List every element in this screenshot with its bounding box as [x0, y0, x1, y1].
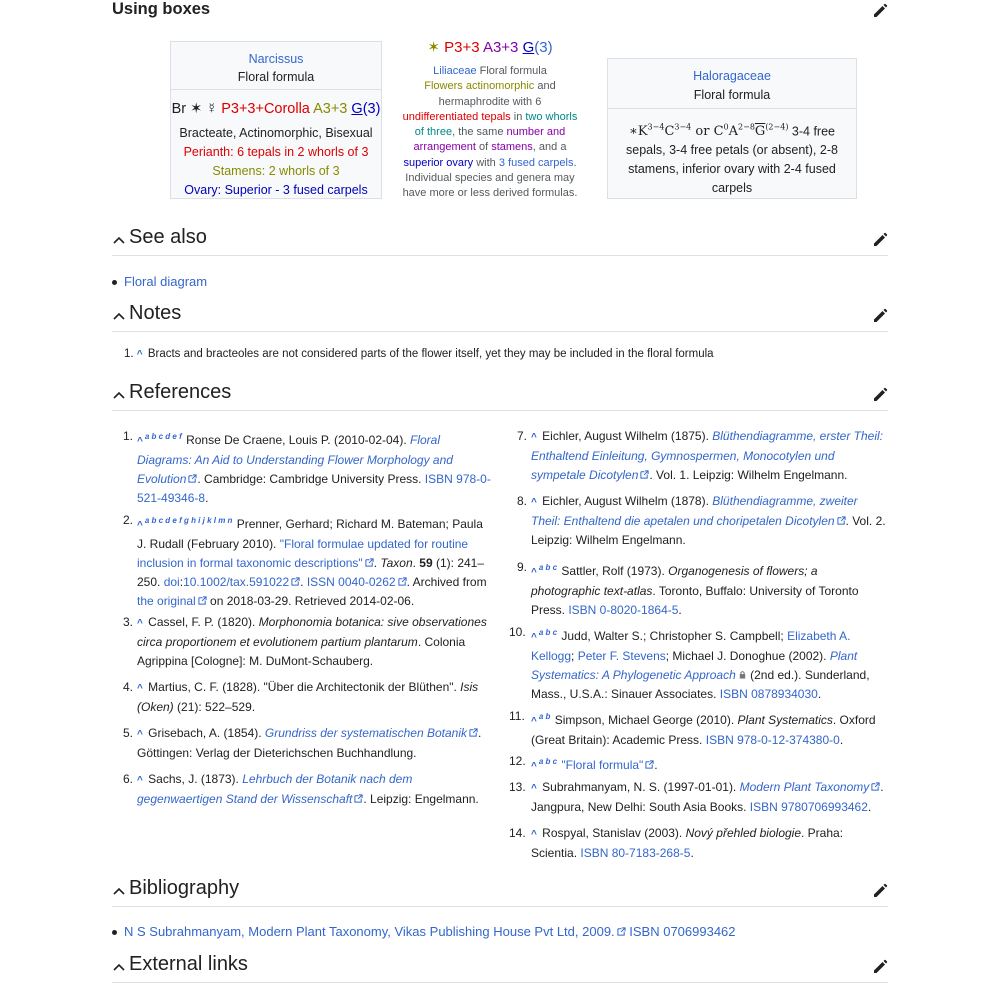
external-link-icon — [837, 516, 846, 525]
ref-text: . Praha: Scientia. — [531, 826, 844, 860]
ref-title: Nový přehled biologie — [685, 826, 801, 840]
external-link-icon — [617, 927, 626, 936]
reference-item — [509, 707, 887, 750]
ref-text: . Colonia Agrippina [Cologne]: M. DuMont-Schauberg. — [137, 635, 466, 668]
chevron-up-icon[interactable] — [112, 309, 126, 323]
reference-item — [123, 678, 493, 717]
ref-text: . Leipzig: Engelmann. — [363, 792, 479, 806]
isbn-link[interactable]: ISBN 80-7183-268-5 — [580, 846, 691, 860]
desc-text: 3-4 free sepals, 3-4 free petals (or absent), 2-8 stamens, inferior ovary with 2-4 fused carpels — [626, 124, 838, 196]
formula-perianth: P3+3+Corolla — [221, 101, 310, 117]
chevron-up-icon[interactable] — [112, 388, 126, 402]
ref-title-link[interactable]: Floral Diagrams: An Aid to Understanding Flower Morphology and Evolution — [137, 433, 453, 486]
desc-text: and hermaphrodite with 6 — [438, 80, 556, 108]
ref-title: Morphonomia botanica: sive observationes circa proportionem et evolutionem partium plantarum — [137, 615, 487, 649]
external-link-icon — [871, 782, 880, 791]
reference-item — [517, 492, 887, 550]
ref-text: . — [205, 491, 209, 505]
chevron-up-icon[interactable] — [112, 960, 126, 974]
ref-number: 3. — [123, 615, 134, 629]
ref-text: . Vol. 1. Leipzig: Wilhelm Engelmann. — [649, 468, 848, 482]
edit-pencil-icon[interactable] — [872, 387, 888, 403]
isbn-link[interactable]: ISBN 978-0-12-374380-0 — [705, 733, 840, 747]
floral-diagram-link[interactable]: Floral diagram — [124, 274, 208, 289]
backlink-letters[interactable]: a b c — [538, 628, 558, 637]
ref-text: (2nd ed.). Sunderland, Mass., U.S.A.: Sinauer Associates. — [531, 668, 870, 701]
narcissus-formula — [171, 98, 381, 120]
backlink-caret[interactable]: ^ — [136, 349, 143, 360]
reference-item — [123, 724, 493, 763]
isbn-link[interactable]: ISBN 9780706993462 — [749, 800, 868, 814]
desc-text: of — [475, 141, 492, 154]
ref-text: . — [678, 603, 682, 617]
ref-text: Martius, C. F. (1828). "Über die Architectonik der Blüthen". — [144, 680, 461, 694]
original-link[interactable]: the original — [137, 594, 196, 608]
ref-text: . — [817, 687, 822, 701]
desc-arrangement: number and arrangement — [413, 126, 566, 154]
narcissus-formula-box — [170, 41, 382, 199]
ref-journal: Isis (Oken) — [137, 680, 479, 714]
backlink-caret[interactable]: ^ — [531, 761, 537, 772]
section-heading-using-boxes: Using boxes — [112, 0, 211, 18]
ref-text: Judd, Walter S.; Christopher S. Campbell; — [558, 629, 788, 643]
edit-pencil-icon[interactable] — [872, 232, 888, 248]
ref-text: ; Michael J. Donoghue (2002). — [665, 649, 830, 663]
ref-journal: Taxon — [380, 556, 413, 570]
desc-tepals: undifferentiated tepals — [402, 110, 511, 123]
edit-pencil-icon[interactable] — [872, 308, 888, 324]
external-link-icon — [291, 577, 300, 586]
note-text: Bracts and bracteoles are not considered parts of the flower itself, yet they may be included in the floral formula — [144, 348, 714, 360]
ref-number: 1. — [123, 429, 134, 443]
ref-text: . Cambridge: Cambridge University Press. — [197, 472, 425, 486]
isbn-link[interactable]: ISBN 0706993462 — [625, 924, 736, 939]
reference-item — [123, 427, 493, 508]
math-c: C — [664, 124, 675, 140]
section-see-also — [112, 226, 888, 256]
ref-text: . Toronto, Buffalo: University of Toronto Press. — [531, 584, 859, 617]
doi-link[interactable]: 10.1002/tax.591022 — [183, 575, 290, 589]
formula-gynoecium-count: (3) — [362, 101, 381, 117]
formula-prefix: Br ✶ ☿ — [171, 101, 222, 117]
narcissus-link[interactable]: Narcissus — [248, 52, 304, 66]
ref-number: 9. — [517, 560, 528, 574]
box-subtitle: Floral formula — [237, 70, 315, 84]
desc-stamens: stamens — [491, 141, 533, 154]
desc-carpels: 3 fused carpels — [498, 156, 574, 169]
liliaceae-formula-block — [400, 38, 580, 202]
backlink-caret[interactable]: ^ — [137, 618, 143, 629]
ref-text: . — [654, 758, 658, 772]
ref-text: . Oxford (Great Britain): Academic Press. — [531, 713, 876, 747]
edit-pencil-icon[interactable] — [872, 959, 888, 975]
backlink-caret[interactable]: ^ — [137, 520, 143, 531]
ref-text: (1): 241–250. — [137, 556, 485, 589]
ref-text: Cassel, F. P. (1820). — [144, 615, 259, 629]
ref-text: : — [179, 575, 184, 589]
math-c0: C — [713, 124, 724, 140]
external-link-icon — [398, 577, 407, 586]
ref-number: 10. — [509, 625, 526, 639]
backlink-caret[interactable]: ^ — [531, 432, 537, 443]
ref-text: . — [300, 575, 307, 589]
reference-item — [517, 558, 887, 620]
backlink-caret[interactable]: ^ — [531, 716, 537, 727]
section-title: References — [129, 381, 232, 403]
ref-title-link[interactable]: Blüthendiagramme, erster Theil: Enthaltend Einleitung, Gymnospermen, Monocotylen und sympetale Dicotylen — [531, 429, 884, 482]
formula-gynoecium: G — [522, 39, 535, 56]
ref-text: . — [690, 846, 694, 860]
ref-number: 8. — [517, 494, 528, 508]
ref-text: . — [839, 733, 844, 747]
ref-title: Plant Systematics — [737, 713, 833, 727]
math-formula — [629, 124, 788, 139]
external-link-icon — [198, 596, 207, 605]
math-g-sup: (2−4) — [765, 123, 789, 132]
external-link-icon — [469, 728, 478, 737]
backlink-letters[interactable]: a b c d e f — [144, 432, 182, 441]
isbn-link[interactable]: ISBN 0878934030 — [719, 687, 818, 701]
ref-text: Grisebach, A. (1854). — [144, 726, 265, 740]
isbn-link[interactable]: ISBN 0-8020-1864-5 — [568, 603, 679, 617]
section-title: Notes — [129, 302, 182, 324]
narcissus-line-3: Stamens: 2 whorls of 3 — [212, 164, 340, 178]
ref-title-link[interactable]: Modern Plant Taxonomy — [739, 780, 870, 794]
ref-title-link[interactable]: Plant Systematics: A Phylogenetic Approach — [531, 649, 858, 682]
section-external-links — [112, 953, 888, 983]
backlink-caret[interactable]: ^ — [137, 775, 143, 786]
ref-number: 2. — [123, 513, 134, 527]
liliaceae-description — [400, 64, 580, 202]
ref-text: . — [373, 556, 381, 570]
external-link-icon — [645, 760, 654, 769]
issn-link[interactable]: ISSN 0040-0262 — [306, 575, 396, 589]
ref-number: 13. — [509, 780, 526, 794]
backlink-letters[interactable]: a b c d e f g h i j k l m n — [144, 516, 233, 525]
backlink-caret[interactable]: ^ — [531, 632, 537, 643]
math-c0-sup: 0 — [723, 123, 729, 132]
chevron-up-icon[interactable] — [112, 884, 126, 898]
backlink-caret[interactable]: ^ — [137, 436, 143, 447]
desc-text: , the same — [452, 126, 507, 139]
ref-volume: 59 — [419, 556, 433, 570]
chevron-up-icon[interactable] — [112, 233, 126, 247]
desc-text: . Individual species and genera may have more or less derived formulas. — [402, 156, 578, 200]
ref-text: . Archived from — [406, 575, 487, 589]
section-title: See also — [129, 226, 207, 248]
ref-title-link[interactable]: Grundriss der systematischen Botanik — [264, 726, 467, 740]
ref-text: . — [867, 800, 872, 814]
ref-number: 7. — [517, 429, 528, 443]
formula-gynoecium-count: (3) — [534, 39, 553, 56]
section-references — [112, 381, 888, 411]
formula-star: ✶ — [427, 39, 445, 56]
ref-text: on 2018-03-29. Retrieved 2014-02-06. — [206, 594, 415, 608]
ref-title-link[interactable]: "Floral formulae updated for routine inclusion in formal taxonomic descriptions" — [137, 537, 469, 570]
formula-androecium: A3+3 — [309, 101, 352, 117]
reference-item — [123, 770, 497, 809]
formula-gynoecium: G — [351, 101, 363, 117]
backlink-caret[interactable]: ^ — [137, 683, 143, 694]
math-a: A — [728, 124, 739, 140]
narcissus-line-2: Perianth: 6 tepals in 2 whorls of 3 — [183, 145, 369, 159]
lock-icon — [738, 670, 747, 679]
backlink-letters[interactable]: a b c — [538, 563, 558, 572]
backlink-caret[interactable]: ^ — [531, 567, 537, 578]
liliaceae-formula — [400, 38, 580, 58]
backlink-caret[interactable]: ^ — [531, 497, 537, 508]
reference-item — [509, 778, 887, 817]
ref-text: Rospyal, Stanislav (2003). — [538, 826, 686, 840]
backlink-letters[interactable]: a b — [538, 712, 551, 721]
ref-number: 14. — [509, 826, 526, 840]
edit-pencil-icon[interactable] — [872, 883, 888, 899]
note-item — [124, 348, 714, 360]
ref-text: Ronse De Craene, Louis P. (2010-02-04). — [182, 433, 410, 447]
backlink-letters[interactable]: a b c — [538, 757, 558, 766]
backlink-caret[interactable]: ^ — [531, 829, 537, 840]
backlink-caret[interactable]: ^ — [531, 783, 537, 794]
ref-text: Sachs, J. (1873). — [144, 772, 243, 786]
backlink-caret[interactable]: ^ — [137, 729, 143, 740]
ref-text: Simpson, Michael George (2010). — [551, 713, 738, 727]
formula-androecium: A3+3 — [482, 39, 523, 56]
math-g: $\overline{G}$ — [754, 124, 766, 140]
ref-text: Eichler, August Wilhelm (1875). — [538, 429, 713, 443]
math-or: or — [691, 124, 714, 140]
ref-text: . — [412, 556, 420, 570]
math-k: ∗K — [628, 124, 648, 140]
ref-number: 6. — [123, 772, 134, 786]
liliaceae-link[interactable]: Liliaceae — [433, 65, 477, 77]
ref-text: (21): 522–529. — [173, 700, 256, 714]
ref-text: Subrahmanyam, N. S. (1997-01-01). — [538, 780, 740, 794]
ref-text: Eichler, August Wilhelm (1878). — [538, 494, 713, 508]
desc-ovary: superior ovary — [403, 156, 474, 169]
reference-item — [509, 824, 887, 863]
external-link-icon — [354, 794, 363, 803]
ref-text: Prenner, Gerhard; Richard M. Bateman; Paula J. Rudall (February 2010). — [137, 517, 483, 551]
reference-item — [517, 427, 887, 485]
desc-whorls: two whorls of three — [414, 110, 578, 139]
reference-item — [123, 613, 493, 671]
ref-title-link[interactable]: Blüthendiagramme, zweiter Theil: Enthaltend die apetalen und choripetalen Dicotylen — [531, 494, 858, 528]
ref-title: Organogenesis of flowers; a photographic text-atlas — [531, 564, 818, 598]
author-link[interactable]: Peter F. Stevens — [577, 649, 666, 663]
bibliography-link[interactable]: N S Subrahmanyam, Modern Plant Taxonomy, Vikas Publishing House Pvt Ltd, 2009. — [124, 924, 615, 939]
ref-title-link[interactable]: Lehrbuch der Botanik nach dem gegenwaertigen Stand der Wissenschaft — [137, 772, 413, 806]
section-title: External links — [129, 953, 248, 975]
ref-text: Sattler, Rolf (1973). — [558, 564, 669, 578]
reference-item — [123, 511, 493, 611]
desc-actinomorphic: Flowers actinomorphic — [424, 80, 535, 93]
ref-number: 5. — [123, 726, 134, 740]
ref-number: 11. — [509, 709, 525, 723]
reference-item — [509, 623, 887, 704]
section-title: Bibliography — [129, 877, 240, 899]
desc-text: in — [510, 110, 526, 123]
ref-title-link[interactable]: "Floral formula" — [561, 758, 644, 772]
isbn-link[interactable]: ISBN 978-0-521-49346-8 — [137, 472, 491, 505]
ref-text: . Göttingen: Verlag der Dieterichschen Buchhandlung. — [137, 726, 482, 760]
desc-text: Floral formula — [476, 65, 547, 77]
narcissus-line-4: Ovary: Superior - 3 fused carpels — [184, 183, 368, 197]
list-item — [124, 274, 207, 289]
math-k-sup: 3−4 — [647, 123, 665, 132]
ref-text: . Jangpura, New Delhi: South Asia Books. — [531, 780, 884, 814]
author-link[interactable]: Elizabeth A. Kellogg — [531, 629, 851, 663]
ref-text: ; — [571, 649, 578, 663]
section-bibliography — [112, 877, 888, 907]
desc-text: with — [473, 156, 499, 169]
narcissus-line-1: Bracteate, Actinomorphic, Bisexual — [179, 126, 373, 140]
haloragaceae-formula-box — [607, 58, 857, 199]
math-a-sup: 2−8 — [738, 123, 755, 132]
haloragaceae-link[interactable]: Haloragaceae — [693, 69, 771, 83]
doi-label-link[interactable]: doi — [163, 575, 180, 589]
formula-perianth: P3+3 — [444, 39, 483, 56]
reference-item — [509, 752, 887, 776]
math-c-sup: 3−4 — [674, 123, 692, 132]
note-number: 1. — [124, 348, 134, 360]
external-link-icon — [365, 558, 374, 567]
desc-text: , and a — [532, 141, 567, 154]
box-subtitle: Floral formula — [693, 88, 771, 102]
ref-text: . Vol. 2. Leipzig: Wilhelm Engelmann. — [531, 514, 886, 547]
ref-number: 4. — [123, 680, 134, 694]
haloragaceae-description — [608, 109, 856, 198]
section-notes — [112, 302, 888, 332]
edit-pencil-icon[interactable] — [872, 3, 888, 19]
list-item — [124, 924, 736, 939]
ref-number: 12. — [509, 754, 526, 768]
